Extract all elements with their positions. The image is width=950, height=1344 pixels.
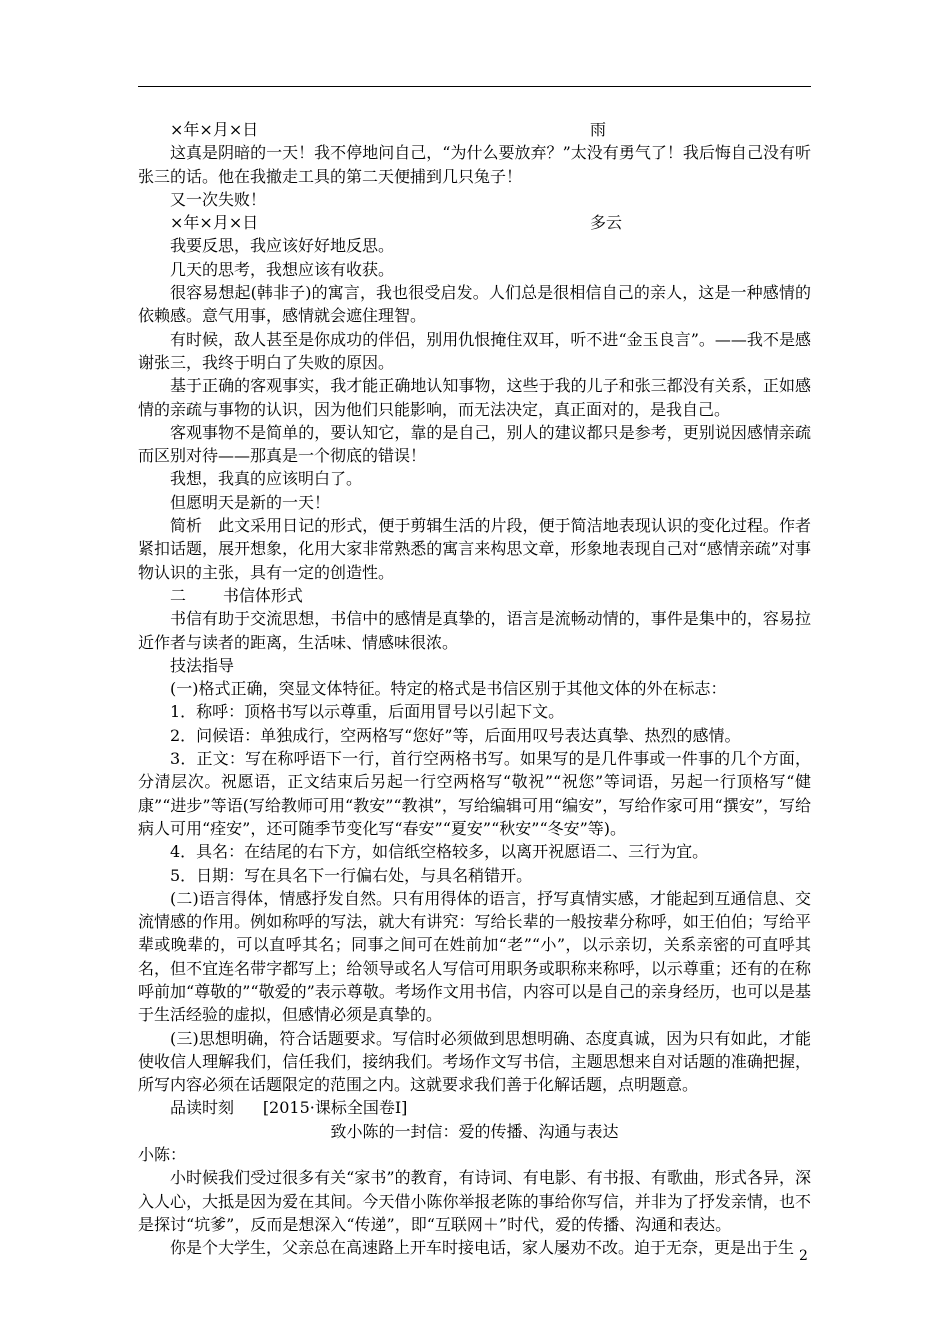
paragraph: 又一次失败！ — [170, 189, 267, 209]
paragraph: 但愿明天是新的一天！ — [170, 492, 331, 512]
paragraph: 小时候我们受过很多有关“家书”的教育，有诗词、有电影、有书报、有歌曲，形式各异，深入人心，大抵是因为爱在其间。今天借小陈你举报老陈的事给你写信，并非为了抒发亲情，也不是探讨“坑爹”，反而是想深入“传递”，即“互联网＋”时代，爱的传播、沟通和表达。 — [138, 1168, 811, 1234]
diary-weather: 多云 — [590, 213, 623, 233]
paragraph: (三)思想明确，符合话题要求。写信时必须做到思想明确、态度真诚，因为只有如此，才能使收信人理解我们，信任我们，接纳我们。考场作文写书信，主题思想来自对话题的准确把握，所写内容必须在话题限定的范围之内。这就要求我们善于化解话题，点明题意。 — [138, 1028, 811, 1095]
header-rule — [138, 86, 811, 87]
subheading: 技法指导 — [170, 655, 235, 675]
section-heading — [138, 584, 811, 607]
reading-heading — [138, 1096, 811, 1119]
diary-date: ×年×月×日 — [170, 213, 259, 233]
list-item: 4．具名：在结尾的右下方，如信纸空格较多，以离开祝愿语二、三行为宜。 — [170, 842, 709, 862]
paragraph: (二)语言得体，情感抒发自然。只有用得体的语言，抒写真情实感，才能起到互通信息、交流情感的作用。例如称呼的写法，就大有讲究：写给长辈的一般按辈分称呼，如王伯伯；写给平辈或晚辈的，可以直呼其名；同事之间可在姓前加“老”“小”，以示亲切，关系亲密的可直呼其名，但不宜连名带字都写上；给领导或名人写信可用职务或职称来称呼，以示尊重；还有的在称呼前加“尊敬的”“敬爱的”表示尊敬。考场作文用书信，内容可以是自己的亲身经历，也可以是基于生活经验的虚拟，但感情必须是真挚的。 — [138, 888, 811, 1025]
list-item: 5．日期：写在具名下一行偏右处，与具名稍错开。 — [170, 865, 533, 885]
reading-source: [2015·课标全国卷Ⅰ] — [262, 1098, 408, 1118]
diary-entry-header — [138, 118, 811, 141]
paragraph: 有时候，敌人甚至是你成功的伴侣，别用仇恨掩住双耳，听不进“金玉良言”。——我不是感谢张三，我终于明白了失败的原因。 — [138, 329, 811, 372]
diary-entry-header — [138, 211, 811, 234]
paragraph: 很容易想起(韩非子)的寓言，我也很受启发。人们总是很相信自己的亲人，这是一种感情的依赖感。意气用事，感情就会遮住理智。 — [138, 283, 811, 326]
paragraph: 几天的思考，我想应该有收获。 — [170, 259, 395, 279]
diary-date: ×年×月×日 — [170, 120, 259, 139]
paragraph: 书信有助于交流思想，书信中的感情是真挚的，语言是流畅动情的，事件是集中的，容易拉近作者与读者的距离，生活味、情感味很浓。 — [138, 609, 811, 652]
section-title: 书信体形式 — [222, 585, 303, 605]
letter-salutation: 小陈： — [138, 1145, 187, 1165]
list-item: 1．称呼：顶格书写以示尊重，后面用冒号以引起下文。 — [170, 702, 565, 722]
document-body — [138, 118, 811, 1260]
page-number: 2 — [799, 1248, 808, 1264]
paragraph: 客观事物不是简单的，要认知它，靠的是自己，别人的建议都只是参考，更别说因感情亲疏而区别对待——那真是一个彻底的错误！ — [138, 422, 811, 466]
section-number: 二 — [170, 585, 187, 605]
letter-title: 致小陈的一封信：爱的传播、沟通与表达 — [330, 1121, 619, 1141]
diary-weather: 雨 — [590, 120, 607, 139]
paragraph: 我要反思，我应该好好地反思。 — [170, 236, 395, 256]
analysis-paragraph: 简析 此文采用日记的形式，便于剪辑生活的片段，便于简洁地表现认识的变化过程。作者紧扣话题，展开想象，化用大家非常熟悉的寓言来构思文章，形象地表现自己对“感情亲疏”对事物认识的主张，具有一定的创造性。 — [138, 516, 811, 582]
paragraph: 基于正确的客观事实，我才能正确地认知事物，这些于我的儿子和张三都没有关系，正如感情的亲疏与事物的认识，因为他们只能影响，而无法决定，真正面对的，是我自己。 — [138, 376, 811, 419]
reading-label: 品读时刻 — [170, 1098, 235, 1118]
list-item: 3．正文：写在称呼语下一行，首行空两格书写。如果写的是几件事或一件事的几个方面，分清层次。祝愿语，正文结束后另起一行空两格写“敬祝”“祝您”等词语，另起一行顶格写“健康”“进步”等语(写给教师可用“教安”“教祺”，写给编辑可用“编安”，写给作家可用“撰安”，写给病人可用“痊安”，还可随季节变化写“春安”“夏安”“秋安”“冬安”等)。 — [138, 749, 811, 838]
list-item: 2．问候语：单独成行，空两格写“您好”等，后面用叹号表达真挚、热烈的感情。 — [170, 725, 741, 745]
paragraph: 我想，我真的应该明白了。 — [170, 469, 363, 489]
paragraph: 你是个大学生，父亲总在高速路上开车时接电话，家人屡劝不改。迫于无奈，更是出于生 — [170, 1238, 795, 1258]
paragraph: 这真是阴暗的一天！我不停地问自己，“为什么要放弃？”太没有勇气了！我后悔自己没有听张三的话。他在我撤走工具的第二天便捕到几只兔子！ — [138, 143, 811, 186]
paragraph: (一)格式正确，突显文体特征。特定的格式是书信区别于其他文体的外在标志： — [170, 679, 727, 699]
